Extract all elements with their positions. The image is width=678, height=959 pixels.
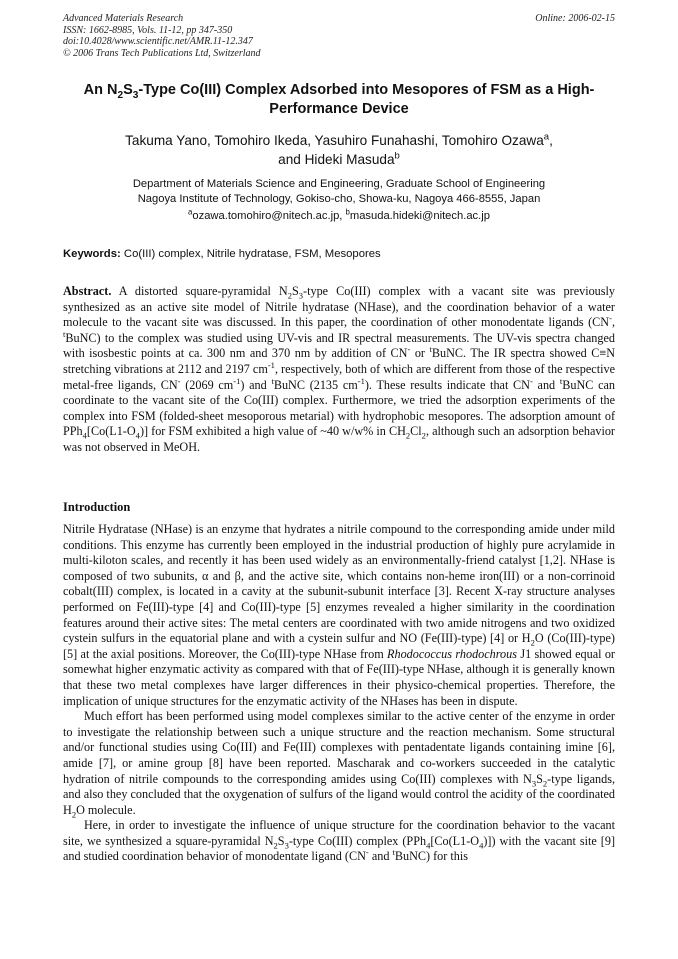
doi-line: doi:10.4028/www.scientific.net/AMR.11-12.347 — [63, 36, 253, 47]
abstract: Abstract. A distorted square-pyramidal $N_2S_3$-type Co(III) complex with a vacant site was previously synthesized as an active site model of Nitrile hydratase (NHase), and the coordination behavior of a water molecule to the vacant site was discussed. In this paper, the coordination of other monodentate ligands (CN-, $^t$BuNC) to the complex was studied using UV-vis and IR spectral measurements. The UV-vis spectra changed with isosbestic points at ca. 300 nm and 370 nm by addition of CN- or $^t$BuNC. The IR spectra showed C≡N stretching vibrations at 2112 and 2197 $cm^{-1}$, respectively, both of which are different from those of the respective metal-free ligands, CN- (2069 $cm^{-1}$) and $^t$BuNC (2135 $cm^{-1}$). These results indicate that CN- and $^t$BuNC can coordinate to the vacant site of the Co(III) complex. Furthermore, we tried the adsorption experiments of the complex into FSM (folded-sheet mesoporous metarial) with hydrophobic mesopores. The adsorption amount of $PPh_4[Co(L1-O_4)]$ for FSM exhibited a high value of ~40 w/w% in $CH_2Cl_2$, although such an adsorption behavior was not observed in MeOH. — [63, 284, 616, 454]
introduction-body — [63, 522, 615, 865]
keywords: Keywords: Co(III) complex, Nitrile hydratase, FSM, Mesopores — [63, 248, 381, 260]
journal-name: Advanced Materials Research — [63, 13, 184, 24]
paper-title: An $N_2S_3$-Type Co(III) Complex Adsorbed into Mesopores of FSM as a High-Performance Device — [83, 82, 595, 117]
copyright-line: © 2006 Trans Tech Publications Ltd, Switzerland — [63, 47, 261, 59]
intro-paragraph: Much effort has been performed using model complexes similar to the active center of the enzyme in order to investigate the relationship between such a unique structure and the reaction mechanism. Some structural and/or functional studies using Co(III) and Fe(III) complexes with pentadentate ligands containing imine [6], amide [7], or amine group [8] have been reported. Mascharak and co-workers succeeded in the catalytic hydration of nitrile compounds to the corresponding amides using Co(III) complexes with $N_3S_2$-type ligands, and also they concluded that the oxygenation of sulfurs of the ligand would control the acidity of the coordinated $H_2O$ molecule. — [63, 709, 615, 820]
author-emails: $^a$ozawa.tomohiro@nitech.ac.jp, $^b$masuda.hideki@nitech.ac.jp — [188, 207, 490, 222]
affiliation: Department of Materials Science and Engineering, Graduate School of Engineering Nagoya Institute of Technology, Gokiso-cho, Showa-ku, Nagoya 466-8555, Japan — [132, 178, 546, 205]
intro-paragraph: Nitrile Hydratase (NHase) is an enzyme that hydrates a nitrile compound to the corresponding amide under mild conditions. This enzyme has currently been employed in the industrial production of highly pure acrylamide in multi-kiloton scales, and recently it has been used widely as an environmentally-friend catalyst [1,2]. NHase is composed of two subunits, α and β, and the active site, which contains non-heme iron(III) or a non-corrinoid cobalt(III) complex, is located in a cavity at the subunit-subunit interface [3]. Recent X-ray structure analyses performed on Fe(III)-type [4] and Co(III)-type [5] enzymes revealed a higher similarity in the coordination features around their active sites: The metal centers are coordinated with two amide nitrogens and two oxidized cystein sulfurs in the equatorial plane and with a cystein sulfur and NO (Fe(III)-type) [4] or $H_2O$ (Co(III)-type) [5] at the axial positions. Moreover, the Co(III)-type NHase from Rhodococcus rhodochrous J1 showed equal or somewhat higher enzymatic activity as compared with that of Fe(III)-type NHase, although it is generally known that these two metal complexes have larger differences in their physico-chemical properties. Therefore, the implication of unique structures for the enzymatic activity of the NHases has been in dispute. — [63, 522, 615, 708]
journal-header — [63, 13, 615, 59]
introduction-heading: Introduction — [63, 500, 131, 514]
author-list: Takuma Yano, Tomohiro Ikeda, Yasuhiro Funahashi, Tomohiro Ozawa$^a$, and Hideki Masuda$^b$ — [125, 131, 553, 167]
intro-paragraph: Here, in order to investigate the influence of unique structure for the coordination behavior to the vacant site, we synthesized a square-pyramidal $N_2S_3$-type Co(III) complex $(PPh_4[Co(L1-O_4)])$ with the vacant site [9] and studied coordination behavior of monodentate ligand (CN- and $^t$BuNC) for this — [63, 818, 616, 864]
issn-line: ISSN: 1662-8985, Vols. 11-12, pp 347-350 — [63, 24, 233, 36]
online-date: Online: 2006-02-15 — [535, 13, 615, 24]
